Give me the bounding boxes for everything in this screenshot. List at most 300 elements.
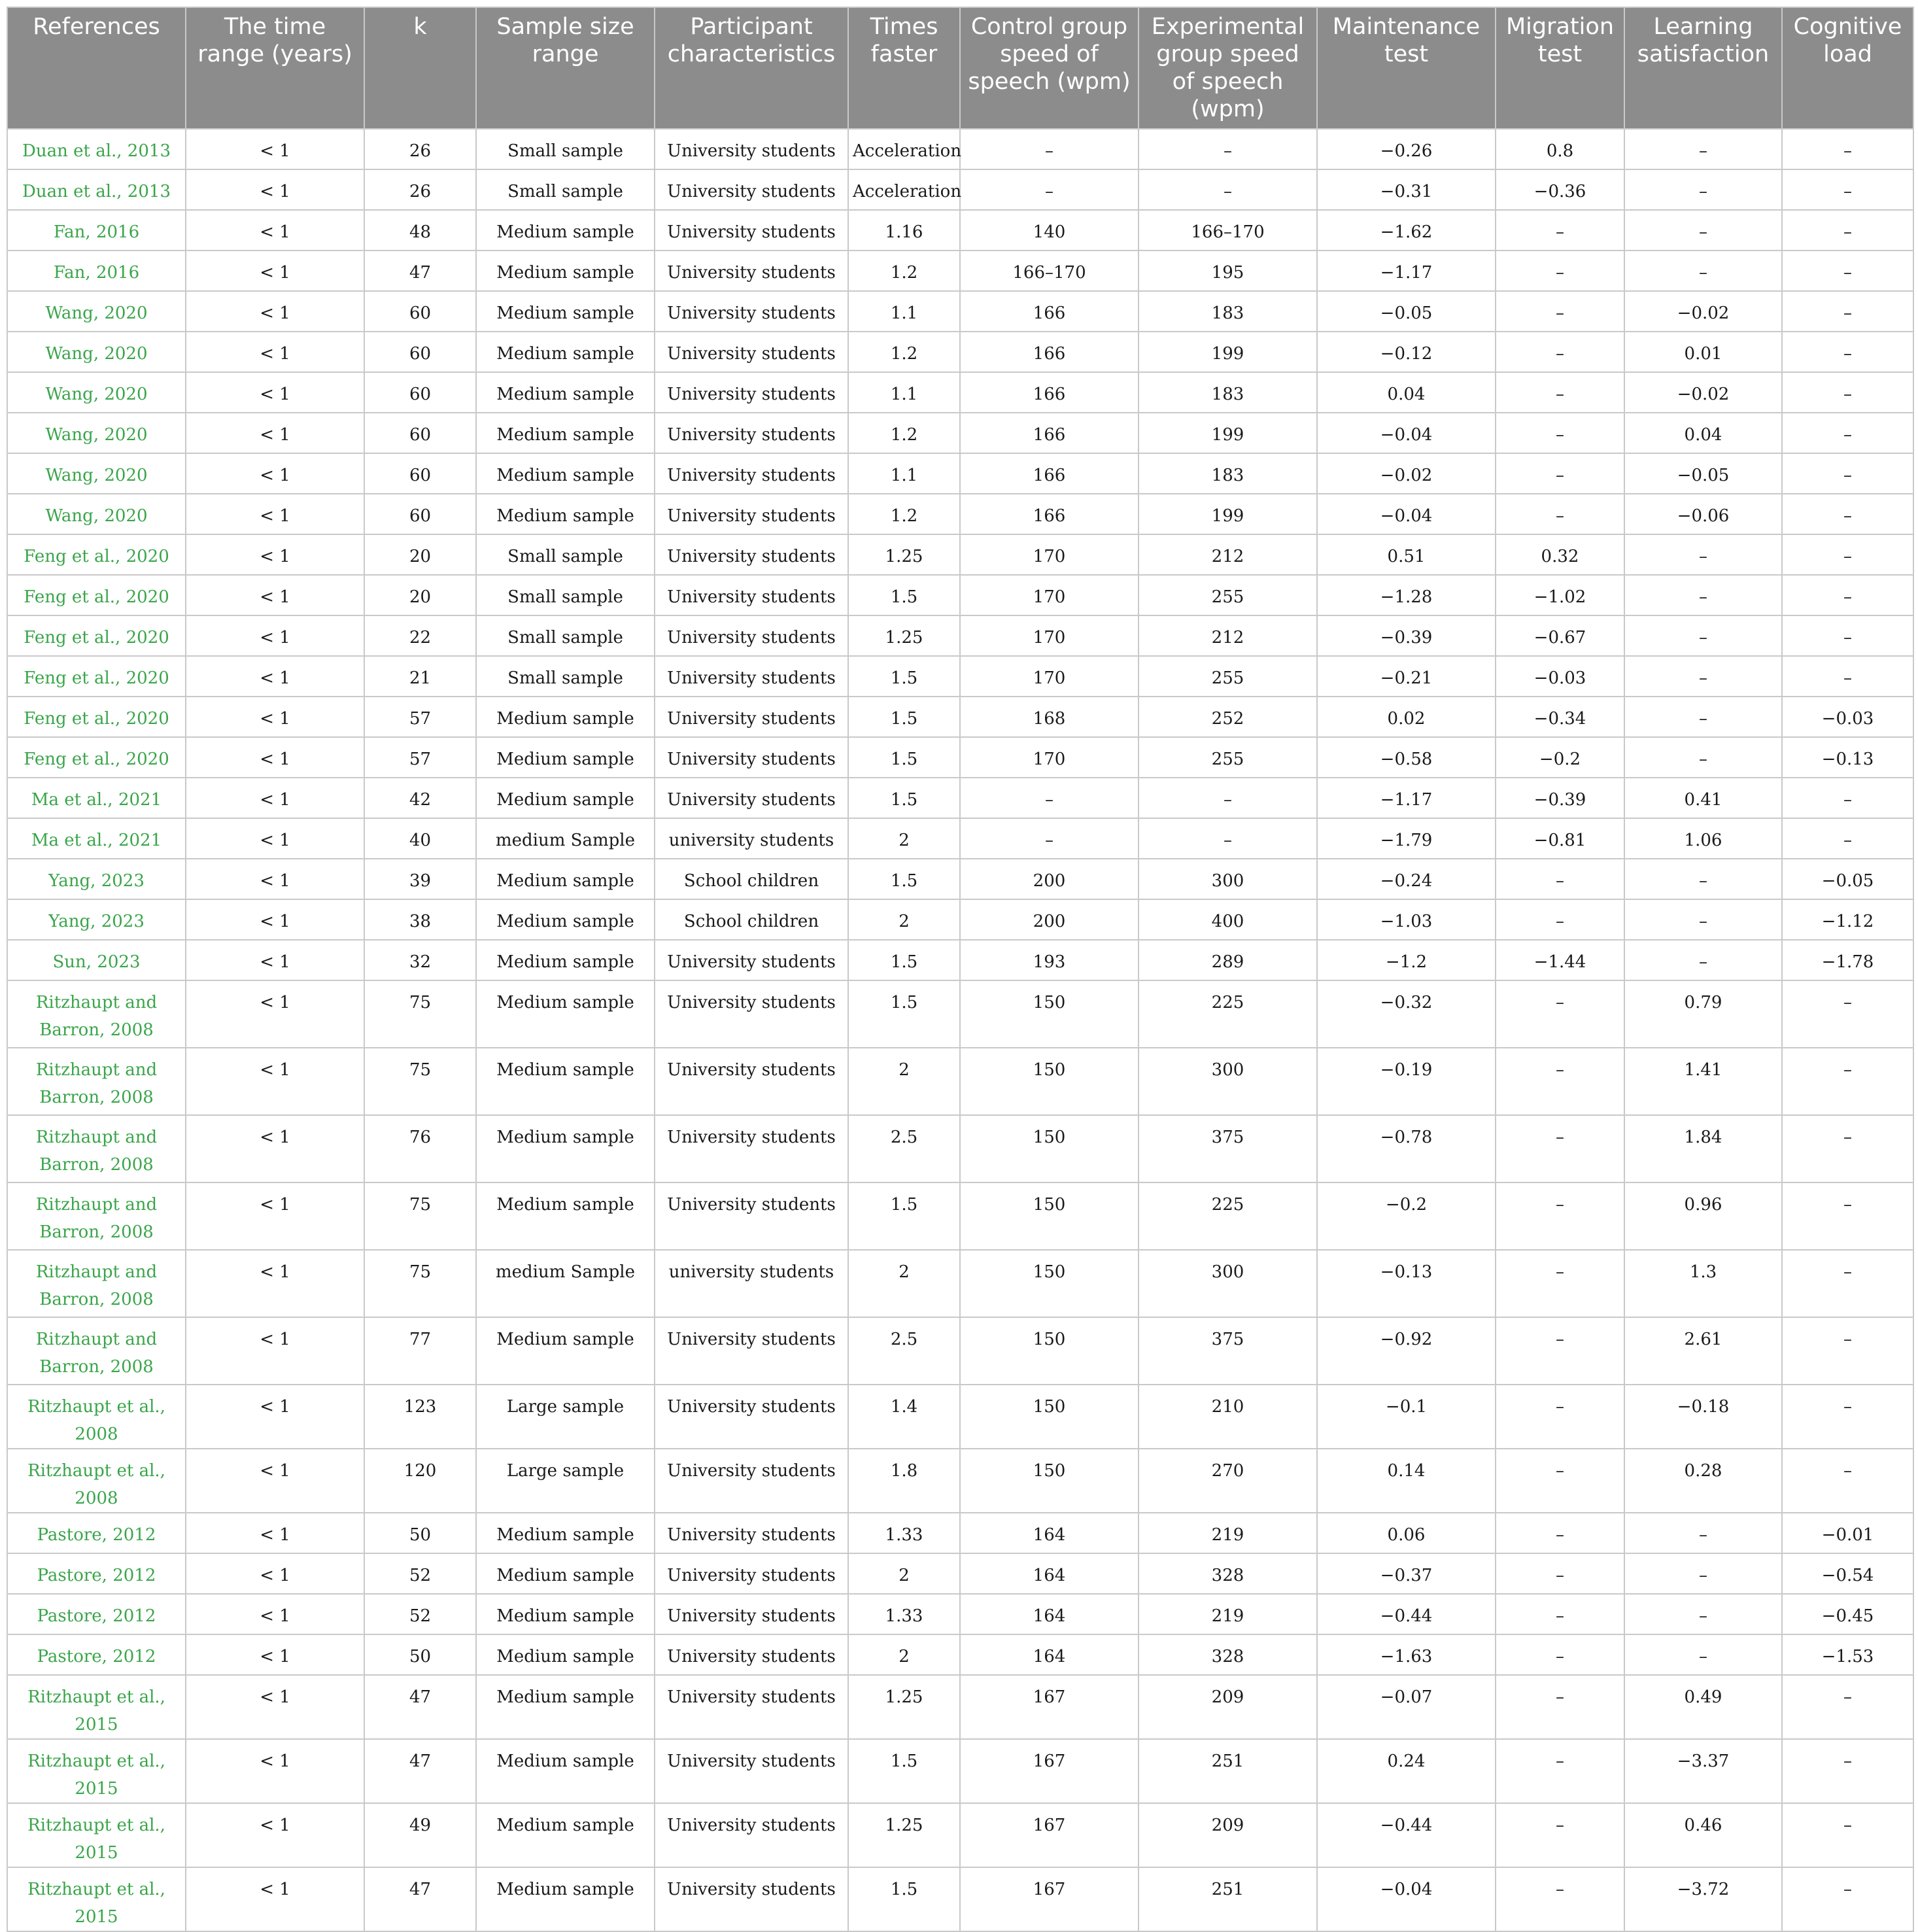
cell-k: 50	[364, 1634, 476, 1675]
cell-maintenance: −1.62	[1317, 210, 1496, 250]
cell-experimental-speed: –	[1139, 129, 1317, 169]
table-row	[7, 697, 1913, 737]
cell-control-speed: 170	[960, 534, 1139, 575]
cell-experimental-speed: 255	[1139, 656, 1317, 697]
cell-reference: Feng et al., 2020	[7, 737, 186, 778]
cell-satisfaction: –	[1624, 210, 1782, 250]
cell-maintenance: −1.28	[1317, 575, 1496, 615]
cell-participants: University students	[655, 372, 848, 413]
cell-participants: University students	[655, 534, 848, 575]
cell-reference: Ritzhaupt et al., 2008	[7, 1449, 186, 1513]
cell-participants: University students	[655, 1317, 848, 1385]
cell-cognitive-load: –	[1782, 1803, 1913, 1867]
cell-satisfaction: −0.06	[1624, 494, 1782, 534]
cell-reference: Ritzhaupt et al., 2008	[7, 1385, 186, 1449]
table-row	[7, 1115, 1913, 1182]
cell-satisfaction: 1.41	[1624, 1048, 1782, 1115]
cell-times-faster: 1.2	[848, 494, 960, 534]
cell-reference: Pastore, 2012	[7, 1634, 186, 1675]
cell-k: 40	[364, 818, 476, 859]
cell-cognitive-load: –	[1782, 250, 1913, 291]
cell-maintenance: −0.19	[1317, 1048, 1496, 1115]
cell-times-faster: 1.1	[848, 372, 960, 413]
cell-experimental-speed: 255	[1139, 737, 1317, 778]
cell-time-range: < 1	[186, 169, 364, 210]
cell-participants: University students	[655, 575, 848, 615]
cell-migration: –	[1496, 980, 1624, 1048]
cell-times-faster: 1.5	[848, 859, 960, 899]
cell-satisfaction: –	[1624, 697, 1782, 737]
cell-cognitive-load: –	[1782, 1182, 1913, 1250]
cell-participants: University students	[655, 413, 848, 453]
cell-k: 47	[364, 1867, 476, 1931]
cell-maintenance: 0.14	[1317, 1449, 1496, 1513]
cell-times-faster: 1.8	[848, 1449, 960, 1513]
cell-control-speed: 166	[960, 332, 1139, 372]
cell-k: 123	[364, 1385, 476, 1449]
cell-experimental-speed: 183	[1139, 291, 1317, 332]
header-experimental-group-speed: Experimental group speed of speech (wpm)	[1139, 7, 1317, 129]
cell-time-range: < 1	[186, 1594, 364, 1634]
cell-maintenance: −1.17	[1317, 250, 1496, 291]
table-row	[7, 1675, 1913, 1739]
cell-migration: –	[1496, 1250, 1624, 1317]
cell-sample-size: Medium sample	[476, 210, 655, 250]
cell-maintenance: −0.92	[1317, 1317, 1496, 1385]
cell-migration: 0.8	[1496, 129, 1624, 169]
cell-sample-size: Small sample	[476, 656, 655, 697]
cell-sample-size: medium Sample	[476, 1250, 655, 1317]
cell-participants: University students	[655, 656, 848, 697]
cell-sample-size: Medium sample	[476, 1048, 655, 1115]
cell-control-speed: 193	[960, 940, 1139, 980]
cell-sample-size: Medium sample	[476, 697, 655, 737]
cell-experimental-speed: 225	[1139, 1182, 1317, 1250]
cell-sample-size: Medium sample	[476, 899, 655, 940]
cell-satisfaction: 2.61	[1624, 1317, 1782, 1385]
cell-time-range: < 1	[186, 1250, 364, 1317]
table-row	[7, 169, 1913, 210]
cell-times-faster: 1.5	[848, 778, 960, 818]
table-row	[7, 575, 1913, 615]
cell-satisfaction: –	[1624, 615, 1782, 656]
cell-times-faster: 2	[848, 818, 960, 859]
cell-experimental-speed: 209	[1139, 1675, 1317, 1739]
cell-control-speed: 167	[960, 1675, 1139, 1739]
cell-experimental-speed: 375	[1139, 1317, 1317, 1385]
table-row	[7, 1634, 1913, 1675]
cell-k: 49	[364, 1803, 476, 1867]
cell-reference: Sun, 2023	[7, 940, 186, 980]
cell-satisfaction: 0.04	[1624, 413, 1782, 453]
cell-reference: Duan et al., 2013	[7, 129, 186, 169]
cell-experimental-speed: 199	[1139, 494, 1317, 534]
cell-cognitive-load: –	[1782, 453, 1913, 494]
cell-migration: –	[1496, 413, 1624, 453]
cell-control-speed: 167	[960, 1739, 1139, 1803]
cell-sample-size: Medium sample	[476, 291, 655, 332]
cell-time-range: < 1	[186, 818, 364, 859]
table-row	[7, 250, 1913, 291]
header-times-faster: Times faster	[848, 7, 960, 129]
cell-migration: –	[1496, 291, 1624, 332]
cell-experimental-speed: 219	[1139, 1513, 1317, 1553]
cell-control-speed: 167	[960, 1867, 1139, 1931]
cell-reference: Yang, 2023	[7, 899, 186, 940]
cell-sample-size: Large sample	[476, 1449, 655, 1513]
cell-control-speed: 170	[960, 575, 1139, 615]
cell-experimental-speed: 199	[1139, 413, 1317, 453]
cell-times-faster: 1.5	[848, 1739, 960, 1803]
cell-maintenance: −0.21	[1317, 656, 1496, 697]
cell-k: 47	[364, 250, 476, 291]
cell-cognitive-load: −0.05	[1782, 859, 1913, 899]
cell-experimental-speed: 270	[1139, 1449, 1317, 1513]
cell-time-range: < 1	[186, 534, 364, 575]
cell-participants: University students	[655, 778, 848, 818]
cell-cognitive-load: −0.54	[1782, 1553, 1913, 1594]
table-row	[7, 859, 1913, 899]
cell-migration: −0.03	[1496, 656, 1624, 697]
cell-k: 47	[364, 1739, 476, 1803]
header-maintenance-test: Maintenance test	[1317, 7, 1496, 129]
cell-times-faster: 1.5	[848, 980, 960, 1048]
cell-maintenance: −0.26	[1317, 129, 1496, 169]
cell-cognitive-load: –	[1782, 372, 1913, 413]
cell-time-range: < 1	[186, 1634, 364, 1675]
cell-sample-size: Medium sample	[476, 1867, 655, 1931]
cell-satisfaction: 1.06	[1624, 818, 1782, 859]
cell-reference: Ritzhaupt and Barron, 2008	[7, 980, 186, 1048]
cell-sample-size: Large sample	[476, 1385, 655, 1449]
cell-control-speed: 166	[960, 372, 1139, 413]
cell-control-speed: 200	[960, 859, 1139, 899]
table-row	[7, 1739, 1913, 1803]
cell-migration: –	[1496, 1385, 1624, 1449]
cell-cognitive-load: –	[1782, 169, 1913, 210]
cell-time-range: < 1	[186, 778, 364, 818]
cell-participants: School children	[655, 859, 848, 899]
cell-satisfaction: –	[1624, 1513, 1782, 1553]
header-time-range: The time range (years)	[186, 7, 364, 129]
cell-time-range: < 1	[186, 413, 364, 453]
cell-participants: University students	[655, 250, 848, 291]
cell-cognitive-load: –	[1782, 1675, 1913, 1739]
cell-k: 50	[364, 1513, 476, 1553]
cell-times-faster: 2	[848, 1553, 960, 1594]
cell-k: 75	[364, 1048, 476, 1115]
table-row	[7, 1513, 1913, 1553]
cell-migration: −0.67	[1496, 615, 1624, 656]
cell-migration: −1.44	[1496, 940, 1624, 980]
cell-experimental-speed: 375	[1139, 1115, 1317, 1182]
table-body	[7, 129, 1913, 1931]
cell-maintenance: 0.51	[1317, 534, 1496, 575]
cell-cognitive-load: –	[1782, 210, 1913, 250]
cell-maintenance: −0.07	[1317, 1675, 1496, 1739]
cell-satisfaction: –	[1624, 169, 1782, 210]
cell-participants: University students	[655, 1553, 848, 1594]
cell-k: 32	[364, 940, 476, 980]
cell-cognitive-load: –	[1782, 778, 1913, 818]
cell-time-range: < 1	[186, 1115, 364, 1182]
cell-times-faster: 1.5	[848, 940, 960, 980]
cell-time-range: < 1	[186, 980, 364, 1048]
cell-time-range: < 1	[186, 575, 364, 615]
cell-migration: –	[1496, 1115, 1624, 1182]
cell-satisfaction: –	[1624, 129, 1782, 169]
table-row	[7, 332, 1913, 372]
cell-control-speed: 166	[960, 494, 1139, 534]
header-cognitive-load: Cognitive load	[1782, 7, 1913, 129]
cell-control-speed: 166	[960, 291, 1139, 332]
cell-control-speed: 200	[960, 899, 1139, 940]
table-row	[7, 1317, 1913, 1385]
cell-control-speed: –	[960, 129, 1139, 169]
cell-experimental-speed: 212	[1139, 615, 1317, 656]
cell-experimental-speed: 209	[1139, 1803, 1317, 1867]
cell-time-range: < 1	[186, 494, 364, 534]
cell-migration: –	[1496, 1594, 1624, 1634]
header-sample-size-range: Sample size range	[476, 7, 655, 129]
cell-satisfaction: –	[1624, 534, 1782, 575]
cell-control-speed: 150	[960, 980, 1139, 1048]
cell-control-speed: 167	[960, 1803, 1139, 1867]
cell-k: 26	[364, 129, 476, 169]
cell-sample-size: Medium sample	[476, 940, 655, 980]
cell-maintenance: −0.04	[1317, 1867, 1496, 1931]
cell-times-faster: 1.5	[848, 697, 960, 737]
cell-cognitive-load: –	[1782, 1317, 1913, 1385]
cell-experimental-speed: –	[1139, 169, 1317, 210]
cell-k: 75	[364, 1250, 476, 1317]
cell-maintenance: −0.44	[1317, 1803, 1496, 1867]
cell-reference: Ritzhaupt and Barron, 2008	[7, 1115, 186, 1182]
cell-participants: University students	[655, 169, 848, 210]
cell-times-faster: 1.1	[848, 291, 960, 332]
cell-satisfaction: −0.02	[1624, 291, 1782, 332]
cell-times-faster: 1.2	[848, 413, 960, 453]
cell-time-range: < 1	[186, 859, 364, 899]
cell-times-faster: 1.1	[848, 453, 960, 494]
cell-migration: –	[1496, 1513, 1624, 1553]
cell-control-speed: 170	[960, 615, 1139, 656]
cell-reference: Wang, 2020	[7, 332, 186, 372]
cell-maintenance: −0.1	[1317, 1385, 1496, 1449]
cell-control-speed: 150	[960, 1317, 1139, 1385]
cell-satisfaction: –	[1624, 1634, 1782, 1675]
cell-migration: –	[1496, 1867, 1624, 1931]
cell-satisfaction: 0.49	[1624, 1675, 1782, 1739]
cell-migration: 0.32	[1496, 534, 1624, 575]
cell-participants: University students	[655, 1385, 848, 1449]
cell-time-range: < 1	[186, 129, 364, 169]
cell-experimental-speed: 251	[1139, 1739, 1317, 1803]
cell-k: 22	[364, 615, 476, 656]
cell-times-faster: 1.5	[848, 1182, 960, 1250]
cell-satisfaction: –	[1624, 656, 1782, 697]
cell-participants: University students	[655, 129, 848, 169]
header-references: References	[7, 7, 186, 129]
cell-satisfaction: –	[1624, 859, 1782, 899]
cell-participants: University students	[655, 940, 848, 980]
cell-migration: −0.2	[1496, 737, 1624, 778]
table-row	[7, 778, 1913, 818]
cell-sample-size: Medium sample	[476, 453, 655, 494]
cell-times-faster: 2.5	[848, 1115, 960, 1182]
cell-control-speed: 170	[960, 737, 1139, 778]
cell-experimental-speed: 400	[1139, 899, 1317, 940]
cell-k: 52	[364, 1594, 476, 1634]
cell-maintenance: −0.04	[1317, 494, 1496, 534]
cell-satisfaction: –	[1624, 1553, 1782, 1594]
cell-control-speed: 150	[960, 1182, 1139, 1250]
cell-migration: –	[1496, 1182, 1624, 1250]
cell-sample-size: Medium sample	[476, 1675, 655, 1739]
table-row	[7, 1048, 1913, 1115]
table-row	[7, 494, 1913, 534]
cell-control-speed: 166	[960, 453, 1139, 494]
cell-sample-size: Medium sample	[476, 980, 655, 1048]
cell-satisfaction: 1.84	[1624, 1115, 1782, 1182]
cell-cognitive-load: –	[1782, 1449, 1913, 1513]
cell-time-range: < 1	[186, 372, 364, 413]
cell-maintenance: −0.44	[1317, 1594, 1496, 1634]
cell-control-speed: –	[960, 818, 1139, 859]
cell-time-range: < 1	[186, 291, 364, 332]
cell-participants: University students	[655, 980, 848, 1048]
cell-cognitive-load: –	[1782, 1867, 1913, 1931]
table-row	[7, 940, 1913, 980]
cell-cognitive-load: –	[1782, 129, 1913, 169]
cell-cognitive-load: –	[1782, 494, 1913, 534]
table-row	[7, 1594, 1913, 1634]
cell-cognitive-load: −0.03	[1782, 697, 1913, 737]
cell-times-faster: 2	[848, 1250, 960, 1317]
cell-sample-size: Small sample	[476, 534, 655, 575]
cell-k: 48	[364, 210, 476, 250]
cell-k: 76	[364, 1115, 476, 1182]
cell-times-faster: 1.25	[848, 534, 960, 575]
cell-experimental-speed: 210	[1139, 1385, 1317, 1449]
cell-migration: –	[1496, 332, 1624, 372]
cell-times-faster: 1.4	[848, 1385, 960, 1449]
cell-cognitive-load: –	[1782, 413, 1913, 453]
cell-sample-size: Medium sample	[476, 1634, 655, 1675]
cell-experimental-speed: 183	[1139, 372, 1317, 413]
cell-maintenance: −0.12	[1317, 332, 1496, 372]
cell-participants: University students	[655, 494, 848, 534]
cell-control-speed: 150	[960, 1385, 1139, 1449]
cell-times-faster: 1.5	[848, 575, 960, 615]
cell-experimental-speed: 195	[1139, 250, 1317, 291]
cell-k: 26	[364, 169, 476, 210]
cell-migration: –	[1496, 453, 1624, 494]
cell-sample-size: Medium sample	[476, 778, 655, 818]
cell-cognitive-load: –	[1782, 1385, 1913, 1449]
cell-times-faster: 2	[848, 1048, 960, 1115]
cell-cognitive-load: –	[1782, 980, 1913, 1048]
table-row	[7, 818, 1913, 859]
header-control-group-speed: Control group speed of speech (wpm)	[960, 7, 1139, 129]
cell-control-speed: 166–170	[960, 250, 1139, 291]
meta-analysis-table	[7, 7, 1914, 1932]
table-row	[7, 737, 1913, 778]
cell-time-range: < 1	[186, 615, 364, 656]
cell-migration: –	[1496, 1317, 1624, 1385]
cell-participants: university students	[655, 818, 848, 859]
cell-migration: −0.39	[1496, 778, 1624, 818]
cell-control-speed: –	[960, 169, 1139, 210]
cell-experimental-speed: 183	[1139, 453, 1317, 494]
cell-k: 21	[364, 656, 476, 697]
table-row	[7, 1385, 1913, 1449]
cell-experimental-speed: 212	[1139, 534, 1317, 575]
cell-reference: Feng et al., 2020	[7, 534, 186, 575]
cell-control-speed: 168	[960, 697, 1139, 737]
cell-cognitive-load: −1.12	[1782, 899, 1913, 940]
cell-times-faster: 1.5	[848, 737, 960, 778]
cell-reference: Fan, 2016	[7, 210, 186, 250]
cell-maintenance: 0.04	[1317, 372, 1496, 413]
cell-sample-size: Medium sample	[476, 332, 655, 372]
cell-satisfaction: –	[1624, 575, 1782, 615]
cell-k: 20	[364, 575, 476, 615]
cell-cognitive-load: −1.78	[1782, 940, 1913, 980]
cell-experimental-speed: 225	[1139, 980, 1317, 1048]
cell-cognitive-load: –	[1782, 534, 1913, 575]
cell-time-range: < 1	[186, 1739, 364, 1803]
cell-time-range: < 1	[186, 899, 364, 940]
cell-k: 120	[364, 1449, 476, 1513]
cell-participants: University students	[655, 615, 848, 656]
cell-control-speed: –	[960, 778, 1139, 818]
cell-times-faster: 1.33	[848, 1513, 960, 1553]
cell-reference: Ritzhaupt et al., 2015	[7, 1803, 186, 1867]
cell-sample-size: Small sample	[476, 169, 655, 210]
cell-satisfaction: −0.18	[1624, 1385, 1782, 1449]
cell-reference: Wang, 2020	[7, 453, 186, 494]
cell-time-range: < 1	[186, 210, 364, 250]
cell-cognitive-load: –	[1782, 1250, 1913, 1317]
table-row	[7, 1553, 1913, 1594]
cell-participants: School children	[655, 899, 848, 940]
cell-k: 60	[364, 494, 476, 534]
cell-experimental-speed: 300	[1139, 1250, 1317, 1317]
cell-k: 39	[364, 859, 476, 899]
cell-control-speed: 164	[960, 1513, 1139, 1553]
cell-migration: –	[1496, 372, 1624, 413]
cell-experimental-speed: 300	[1139, 859, 1317, 899]
cell-sample-size: Medium sample	[476, 1739, 655, 1803]
table-row	[7, 1250, 1913, 1317]
cell-experimental-speed: –	[1139, 778, 1317, 818]
cell-satisfaction: −3.72	[1624, 1867, 1782, 1931]
cell-time-range: < 1	[186, 1385, 364, 1449]
cell-reference: Ritzhaupt and Barron, 2008	[7, 1250, 186, 1317]
cell-cognitive-load: –	[1782, 615, 1913, 656]
cell-maintenance: −1.2	[1317, 940, 1496, 980]
cell-sample-size: Medium sample	[476, 1553, 655, 1594]
cell-time-range: < 1	[186, 250, 364, 291]
cell-k: 75	[364, 980, 476, 1048]
cell-participants: University students	[655, 1115, 848, 1182]
cell-migration: −1.02	[1496, 575, 1624, 615]
cell-participants: University students	[655, 291, 848, 332]
cell-sample-size: Medium sample	[476, 737, 655, 778]
cell-time-range: < 1	[186, 697, 364, 737]
cell-cognitive-load: –	[1782, 575, 1913, 615]
